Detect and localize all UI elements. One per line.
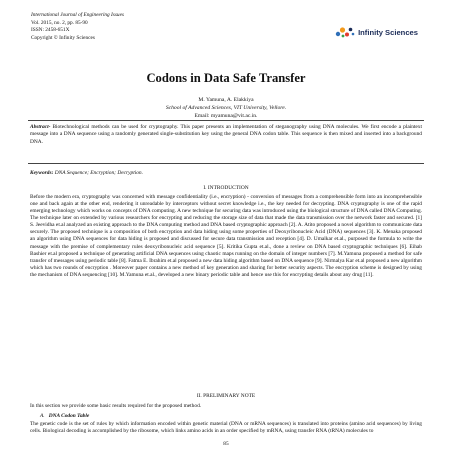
introduction-text: Before the modern era, cryptography was concerned with message confidentiality (i.e., encryption) - conversion of messages from a comprehensible form into an incomprehensible one and back again at the other end, rendering it unreadable by interceptors without secret knowledge i.e., the key needed for decrypting. DNA cryptography is one of the rapid emerging technology which works on concepts of DNA computing. A new technique for securing data was introduced using the biological structure of DNA called DNA Computing. The technique later on extended by various researchers for encrypting and reducing the storage size of data that made the data transmission over the network faster and secured. [1] S. Jeevidha et.al analyzed an existing approach to the DNA computing method and DNA based cryptographic approach [2]. A. Atito proposed a novel algorithm to communicate data securely. The proposed technique is a composition of both encryption and data hiding using some properties of Deoxyribonucleic Acid (DNA) sequences [3]. K. Menaka proposed an algorithm using DNA sequences for data hiding is proposed and discussed for secure data transmission and reception [4]. D. Umalkar et.al., purposed the formula to write the message with the premise of complementary rules deoxyribonucleic acid sequence [5]. Kritika Gupta et.al., done a review on DNA based cryptographic techniques [6]. Eihab Bashier et.al proposed a technique of generating artificial DNA sequences using chaotic maps running on the domain of integer numbers [7]. M.Yamuna proposed a method for safe transfer of messages using periodic table [8]. Fatma E. Ibrahim et.al proposed a new data hiding algorithm based on DNA sequence [9]. Nirmalya Kar et.al proposed a new algorithm which has two rounds of encryption . Moreover paper contains a new method of key generation and sharing for better security aspects. The encryption scheme is designed by using the mechanism of DNA sequencing [10]. M.Yamuna et.al., developed a new binary periodic table and hence use this for encrypting details about any drug [11]. bbox=[30, 194, 422, 278]
keywords-text: DNA Sequence; Encryption; Decryption. bbox=[53, 170, 143, 176]
journal-volume: Vol. 2015, no. 2, pp. 85-90 bbox=[31, 19, 88, 26]
paper-title: Codons in Data Safe Transfer bbox=[146, 71, 306, 85]
abstract-label: Abstract- bbox=[30, 124, 51, 130]
author-email: Email: myamuna@vit.ac.in. bbox=[194, 113, 258, 119]
abstract bbox=[30, 124, 422, 146]
journal-name: International Journal of Engineering Issues bbox=[31, 12, 124, 18]
journal-issn: ISSN: 2458-651X bbox=[31, 27, 70, 34]
author-names: M. Yamuna, A. Elakkiya bbox=[198, 97, 254, 103]
author-block bbox=[0, 96, 452, 120]
abstract-text: Biotechnological methods can be used for cryptography. This paper presents an implementation of steganography using DNA molecules. We first encode a plaintext message into a DNA sequence using a randomly generated single-substitution key using the general DNA codon table. This sequence is then mixed and inserted into a background DNA. bbox=[30, 124, 422, 145]
subsection-heading-codon-table bbox=[40, 413, 89, 419]
section-heading-preliminary: II. PRELIMINARY NOTE bbox=[196, 393, 256, 399]
infinity-sciences-logo-icon bbox=[334, 25, 356, 39]
keywords bbox=[30, 170, 143, 176]
journal-copyright: Copyright © Infinity Sciences bbox=[31, 34, 95, 41]
publisher-logo-text: Infinity Sciences bbox=[358, 27, 418, 37]
abstract-top-divider bbox=[28, 120, 424, 121]
section-heading-introduction: I. INTRODUCTION bbox=[203, 185, 249, 191]
keywords-label: Keywords: bbox=[30, 170, 54, 176]
subsection-label: A. bbox=[40, 413, 45, 419]
preliminary-text: In this section we provide some basic results required for the proposed method. bbox=[30, 403, 202, 409]
author-affiliation: School of Advanced Sciences, VIT University, Vellore. bbox=[165, 105, 287, 111]
subsection-title: DNA Codon Table bbox=[48, 413, 90, 419]
publisher-logo bbox=[334, 25, 418, 39]
abstract-bottom-divider bbox=[28, 163, 424, 164]
page-number: 85 bbox=[223, 441, 229, 447]
codon-table-text: The genetic code is the set of rules by which information encoded within genetic material (DNA or mRNA sequences) is translated into proteins (amino acid sequences) by living cells. Biological decoding is accomplished by the ribosome, which links amino acids in an order specified by mRNA, using transfer RNA (tRNA) molecules to bbox=[30, 421, 422, 435]
journal-header bbox=[31, 12, 124, 42]
